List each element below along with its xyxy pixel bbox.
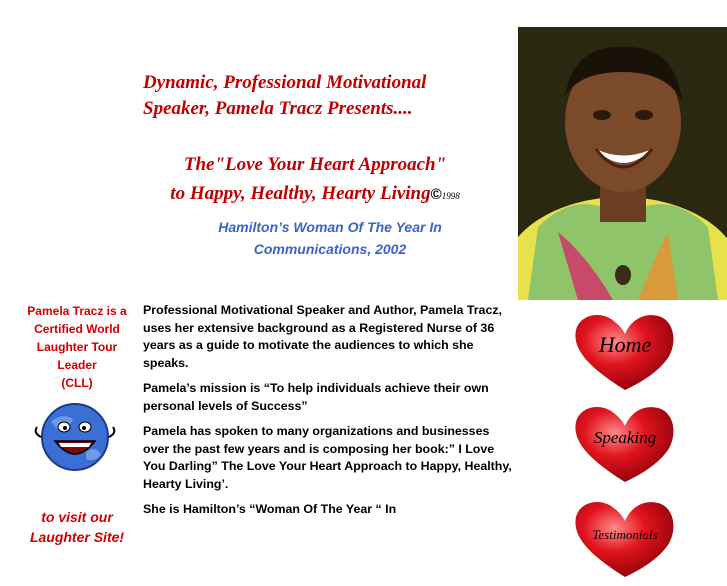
laughter-leader-info [20,302,134,392]
leader-line-4: Leader [57,358,97,372]
visit-line-1[interactable]: to visit our [41,509,113,525]
award-paragraph: She is Hamilton’s “Woman Of The Year “ In [143,502,397,516]
copyright-year: 1998 [441,191,460,201]
visit-line-2[interactable]: Laughter Site! [29,529,125,545]
nav-speaking-label[interactable]: Speaking [593,428,657,447]
laughter-site-link[interactable] [20,507,134,547]
leader-line-3: Laughter Tour [36,340,118,354]
intro-paragraph: Professional Motivational Speaker and Author, Pamela Tracz, uses her extensive background as a Registered Nurse of 36 years as a guide to motivate the audiences to which she speaks. [143,303,502,370]
speaker-photo [518,27,727,300]
leader-line-5: (CLL) [61,376,93,390]
copyright-symbol: © [430,186,442,203]
leader-line-1: Pamela Tracz is a [27,304,127,318]
award-line-2: Communications, 2002 [253,241,407,257]
page-headline [143,70,473,122]
page-subheading [150,150,480,211]
main-content [143,302,513,527]
award-text [180,216,480,260]
mission-paragraph: Pamela’s mission is “To help individuals achieve their own personal levels of Success” [143,381,489,413]
nav-testimonials-button[interactable] [570,495,680,586]
nav-home-label[interactable]: Home [598,332,652,357]
award-line-1: Hamilton’s Woman Of The Year In [218,219,442,235]
laughing-globe-icon[interactable] [31,397,123,484]
book-paragraph: Pamela has spoken to many organizations and businesses over the past few years and is composing her book:” I Love You Darling” The Love Your Heart Approach to Happy, Healthy, Hearty Living’. [143,424,512,491]
headline-line-1: Dynamic, Professional Motivational [143,72,427,93]
nav-home-button[interactable] [570,308,680,399]
leader-line-2: Certified World [34,322,120,336]
subhead-line-1: The"Love Your Heart Approach" [183,154,447,175]
subhead-line-2-text: to Happy, Healthy, Hearty Living [170,183,431,204]
headline-line-2: Speaker, Pamela Tracz Presents.... [143,98,413,119]
nav-speaking-button[interactable] [570,400,680,491]
nav-testimonials-label[interactable]: Testimonials [592,527,658,542]
subhead-line-2 [150,179,480,211]
